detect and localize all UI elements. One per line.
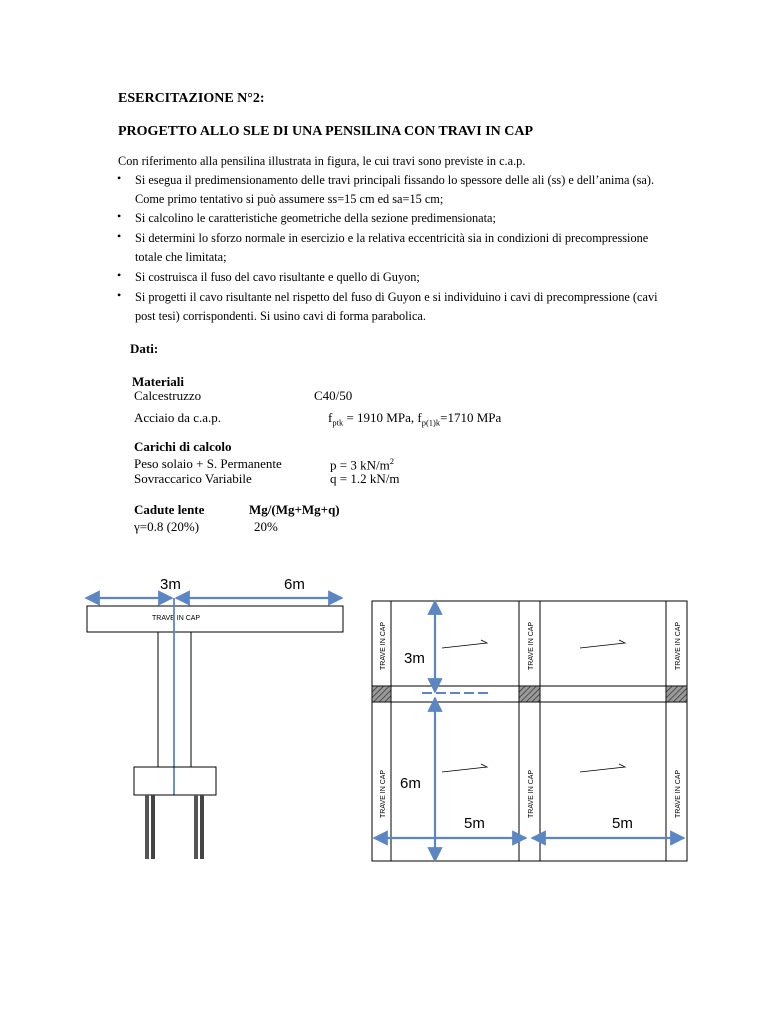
beam-label-top-right: TRAVE IN CAP (675, 621, 682, 670)
calcestruzzo-label: Calcestruzzo (134, 388, 202, 403)
plan-dim-label-6m: 6m (400, 775, 421, 792)
acciaio-value: $f_{ptk} = 1910$ MPa, $f_{p(1)k}=1710$ MPa (328, 410, 502, 428)
beam-label-bottom-right: TRAVE IN CAP (675, 769, 682, 818)
beam-label-top-left: TRAVE IN CAP (380, 621, 387, 670)
exercise-subheading: PROGETTO ALLO SLE DI UNA PENSILINA CON TRAVI IN CAP (118, 124, 534, 139)
exercise-heading: ESERCITAZIONE N°2: (118, 91, 265, 106)
beam-label-bottom-middle: TRAVE IN CAP (528, 769, 535, 818)
bullet-marker: • (117, 171, 122, 185)
task-3-line-2: totale che limitata; (135, 250, 227, 264)
bullet-marker: • (117, 209, 122, 223)
calcestruzzo-value: C40/50 (314, 388, 353, 403)
materiali-heading: Materiali (132, 374, 184, 389)
task-4-line-1: Si costruisca il fuso del cavo risultante e quello di Guyon; (135, 270, 420, 284)
task-1-line-2: Come primo tentativo si può assumere ss=15 cm ed sa=15 cm; (135, 192, 444, 206)
plan-dim-label-5m-right: 5m (612, 815, 633, 832)
plan-dim-label-3m: 3m (404, 650, 425, 667)
sovraccarico-label: Sovraccarico Variabile (134, 471, 252, 486)
dim-label-6m: 6m (284, 576, 305, 593)
plan-dim-label-5m-left: 5m (464, 815, 485, 832)
dim-label-3m: 3m (160, 576, 181, 593)
cadute-ratio-heading: Mg/(Mg+Mg+q) (249, 502, 340, 517)
bullet-marker: • (117, 268, 122, 282)
column-middle (519, 686, 540, 702)
carichi-heading: Carichi di calcolo (134, 439, 232, 454)
beam-label: TRAVE IN CAP (152, 615, 201, 622)
column-left (372, 686, 391, 702)
task-1-line-1: Si esegua il predimensionamento delle travi principali fissando lo spessore delle ali (ss) e dell’anima (sa). (135, 173, 655, 187)
task-2-line-1: Si calcolino le caratteristiche geometriche della sezione predimensionata; (135, 211, 496, 225)
acciaio-label: Acciaio da c.a.p. (134, 410, 221, 425)
intro-text: Con riferimento alla pensilina illustrata in figura, le cui travi sono previste in c.a.p. (118, 154, 526, 168)
task-3-line-1: Si determini lo sforzo normale in esercizio e la relativa eccentricità sia in condizioni di precompressione (135, 231, 649, 245)
peso-value: p = 3 $kN/m^2$ (330, 456, 394, 473)
task-5-line-2: post tesi) corrispondenti. Si usino cavi di forma parabolica. (135, 309, 426, 323)
beam-label-bottom-left: TRAVE IN CAP (380, 769, 387, 818)
sovraccarico-value: q = 1.2 kN/m (330, 471, 400, 486)
peso-label: Peso solaio + S. Permanente (134, 456, 282, 471)
dati-heading: Dati: (130, 341, 159, 356)
cadute-ratio-value: 20% (254, 519, 278, 534)
task-5-line-1: Si progetti il cavo risultante nel rispetto del fuso di Guyon e si individuino i cavi di precompressione (cavi (135, 290, 658, 304)
column-right (666, 686, 687, 702)
gamma-value: γ=0.8 (20%) (134, 519, 200, 534)
bullet-marker: • (117, 229, 122, 243)
cadute-heading: Cadute lente (134, 502, 205, 517)
beam-label-top-middle: TRAVE IN CAP (528, 621, 535, 670)
bullet-marker: • (117, 288, 122, 302)
